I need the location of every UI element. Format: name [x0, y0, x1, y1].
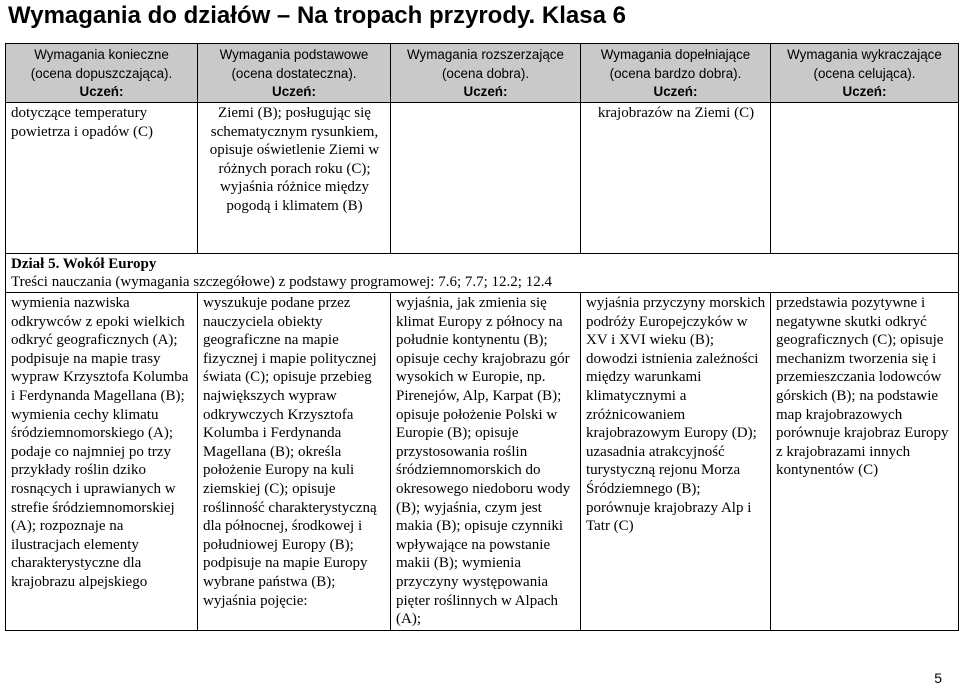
table-row	[6, 293, 959, 631]
section-row	[6, 254, 959, 293]
column-header-konieczne	[6, 44, 198, 103]
column-header-student: Uczeń:	[842, 84, 887, 100]
column-header-title: Wymagania wykraczające	[787, 47, 942, 62]
column-header-podstawowe	[198, 44, 391, 103]
requirements-table	[5, 43, 959, 631]
table-cell: wyjaśnia przyczyny morskich podróży Europejczyków w XV i XVI wieku (B); dowodzi istnienia zależności między warunkami klimatycznymi a zróżnicowaniem krajobrazowym Europy (D); uzasadnia atrakcyjność turystyczną rejonu Morza Śródziemnego (B); porównuje krajobrazy Alp i Tatr (C)	[581, 293, 771, 631]
table-cell: krajobrazów na Ziemi (C)	[581, 103, 771, 254]
page-title: Wymagania do działów – Na tropach przyrody. Klasa 6	[8, 2, 626, 29]
column-header-dopelniajace	[581, 44, 771, 103]
column-header-grade: (ocena dobra).	[441, 65, 530, 81]
header-row	[6, 44, 959, 103]
column-header-grade: (ocena bardzo dobra).	[609, 65, 742, 81]
column-header-grade: (ocena celująca).	[813, 65, 916, 81]
section-subtitle: Treści nauczania (wymagania szczegółowe) z podstawy programowej: 7.6; 7.7; 12.2; 12.4	[11, 274, 552, 290]
table-cell: przedstawia pozytywne i negatywne skutki odkryć geograficznych (C); opisuje mechanizm tworzenia się i przemieszczania lodowców górskich (B); na podstawie map krajobrazowych porównuje krajobraz Europy z krajobrazami innych kontynentów (C)	[771, 293, 959, 631]
table-cell: dotyczące temperatury powietrza i opadów (C)	[6, 103, 198, 254]
column-header-title: Wymagania dopełniające	[600, 47, 751, 62]
column-header-title: Wymagania rozszerzające	[407, 47, 564, 62]
table-row	[6, 103, 959, 254]
table-cell: wyjaśnia, jak zmienia się klimat Europy z północy na południe kontynentu (B); opisuje cechy krajobrazu gór wysokich w Europie, np. Pirenejów, Alp, Karpat (B); opisuje położenie Polski w Europie (B); opisuje przystosowania roślin śródziemnomorskich do okresowego niedoboru wody (B); wyjaśnia, czym jest makia (B); opisuje czynniki wpływające na powstanie makii (B); wymienia przyczyny występowania pięter roślinnych w Alpach (A);	[391, 293, 581, 631]
table-cell: wyszukuje podane przez nauczyciela obiekty geograficzne na mapie fizycznej i mapie politycznej świata (C); opisuje przebieg największych wypraw odkrywczych Krzysztofa Kolumba i Ferdynanda Magellana (B); określa położenie Europy na kuli ziemskiej (C); opisuje roślinność charakterystyczną dla północnej, środkowej i południowej Europy (B); podpisuje na mapie Europy wybrane państwa (B); wyjaśnia pojęcie:	[198, 293, 391, 631]
column-header-grade: (ocena dostateczna).	[231, 65, 357, 81]
column-header-student: Uczeń:	[79, 84, 124, 100]
column-header-student: Uczeń:	[272, 84, 316, 100]
table-cell: wymienia nazwiska odkrywców z epoki wielkich odkryć geograficznych (A); podpisuje na mapie trasy wypraw Krzysztofa Kolumba i Ferdynanda Magellana (B); wymienia cechy klimatu śródziemnomorskiego (A); podaje co najmniej po trzy przykłady roślin dziko rosnących i uprawianych w strefie śródziemnomorskiej (A); rozpoznaje na ilustracjach elementy charakterystyczne dla krajobrazu alpejskiego	[6, 293, 198, 631]
column-header-grade: (ocena dopuszczająca).	[30, 65, 173, 81]
table-cell: Ziemi (B); posługując się schematycznym rysunkiem, opisuje oświetlenie Ziemi w różnych porach roku (C); wyjaśnia różnice między pogodą i klimatem (B)	[198, 103, 391, 254]
page-number: 5	[934, 670, 942, 686]
section-header	[6, 254, 959, 293]
table-cell	[391, 103, 581, 254]
column-header-student: Uczeń:	[653, 84, 698, 100]
column-header-wykraczajace	[771, 44, 959, 103]
column-header-title: Wymagania podstawowe	[219, 47, 369, 62]
table-cell	[771, 103, 959, 254]
section-title: Dział 5. Wokół Europy	[11, 256, 157, 272]
column-header-rozszerzajace	[391, 44, 581, 103]
column-header-title: Wymagania konieczne	[34, 47, 169, 62]
column-header-student: Uczeń:	[463, 84, 508, 100]
